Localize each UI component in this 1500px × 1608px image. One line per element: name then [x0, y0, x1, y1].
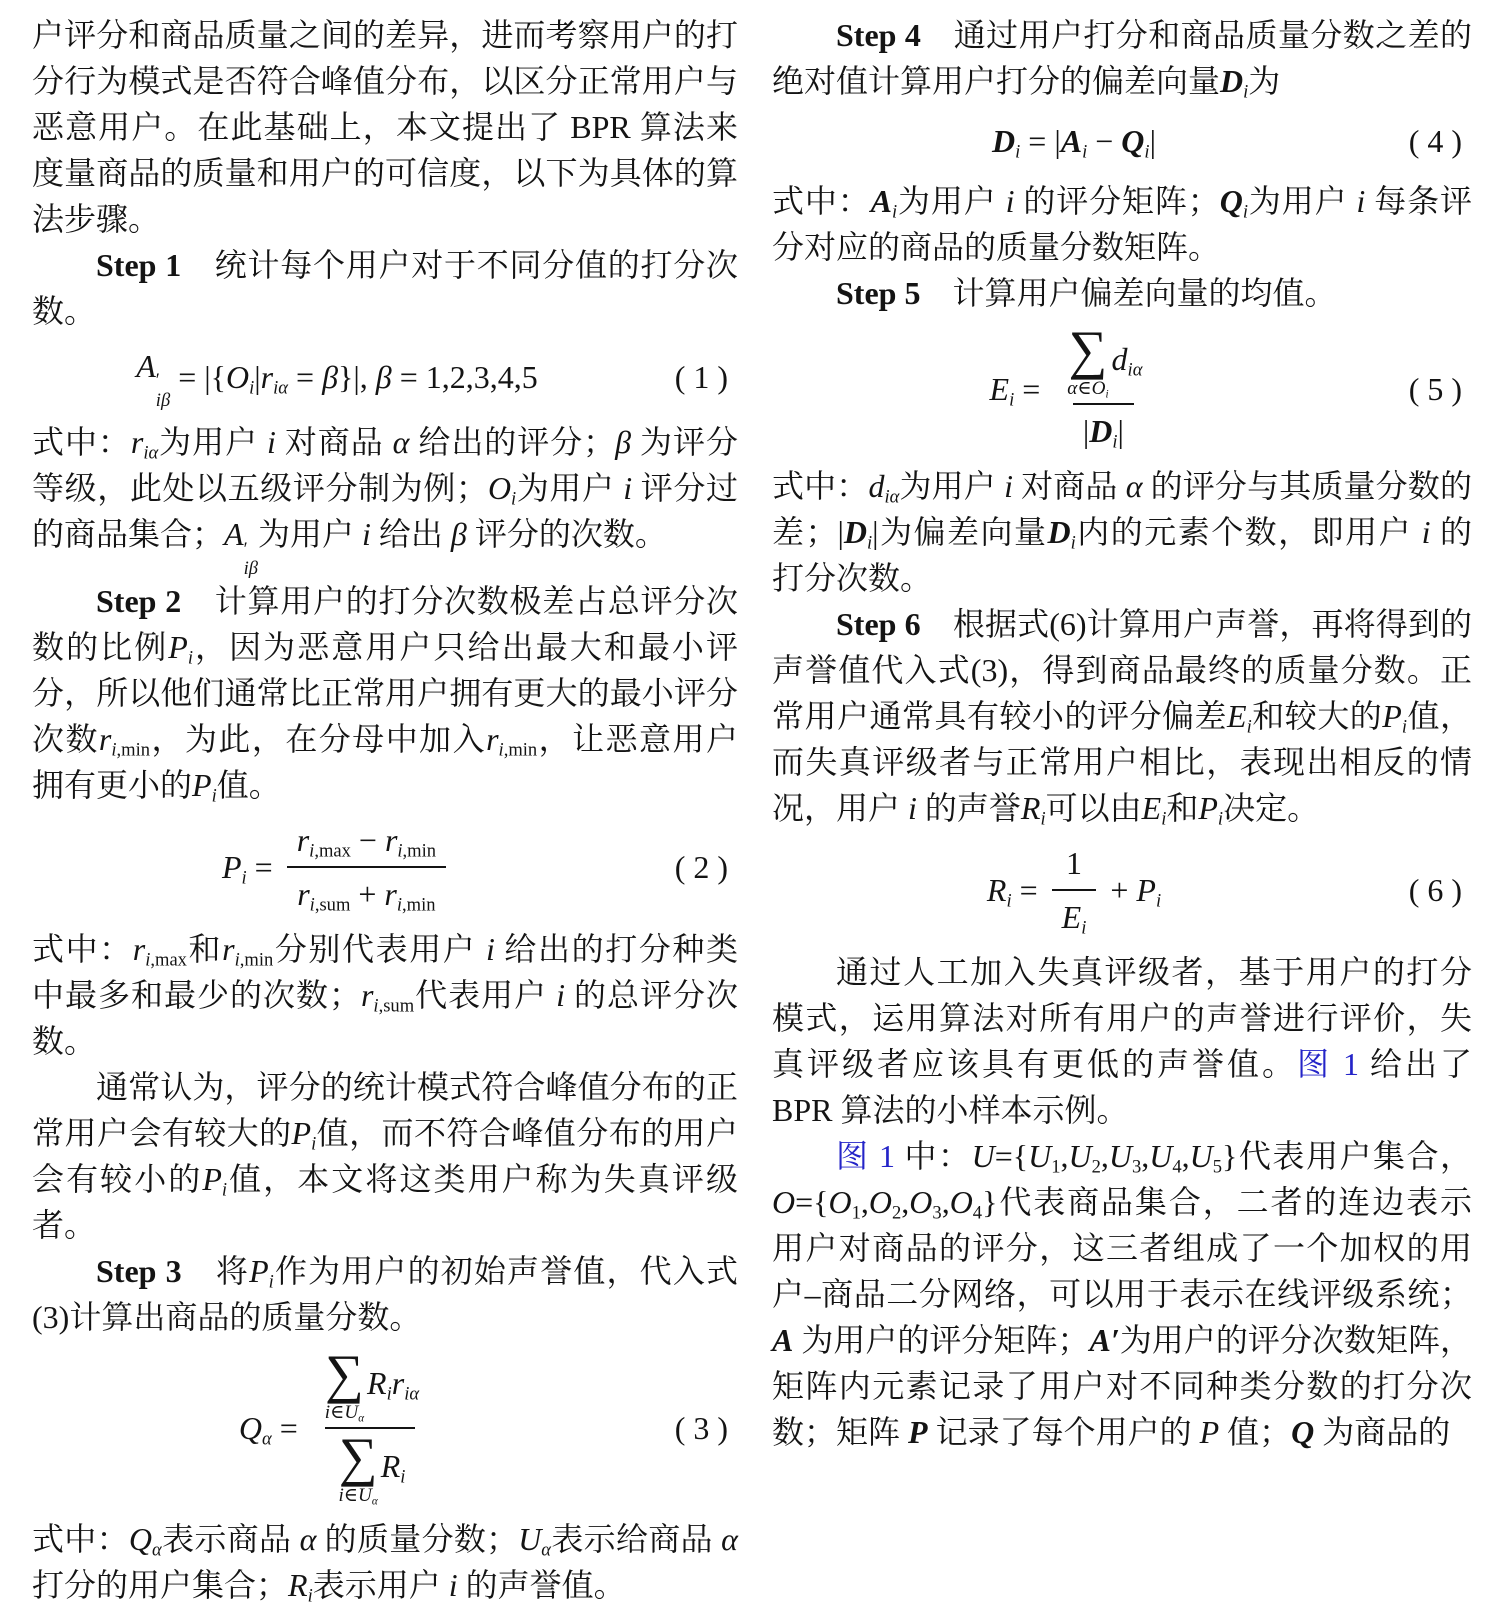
paragraph-step-2: Step 2 计算用户的打分次数极差占总评分次数的比例$P_i$，因为恶意用户只给出最大和最小评分，所以他们通常比正常用户拥有更大的最小评分次数$r_{i,min}$，为此，在分母中加入$r_{i,min}$，让恶意用户拥有更小的$P_i$值。 — [32, 583, 738, 808]
paragraph-step-1: Step 1 统计每个用户对于不同分值的打分次数。 — [32, 247, 738, 329]
equation-4 — [772, 113, 1472, 169]
equation-body: A ′ iβ = |{ $O_i$ | $r_{i\alpha}$ = β }|, β = 1,2,3,4,5 — [136, 348, 538, 411]
equation-body: $P_i$ = $\frac{r_{i,max} - r_{i,min}}{r_{i,sum} + r_{i,min}}$ — [222, 817, 452, 917]
equation-body: $Q_\alpha$ = ∑ $i\in U_\alpha$ $R_ir_{i\alpha}$ ∑ $i\in U_\alpha$ $R_i$ — [238, 1344, 420, 1508]
paragraph-manual-distorted: 通过人工加入失真评级者，基于用户的打分模式，运用算法对所有用户的声誉进行评价，失真评级者应该具有更低的声誉值。图 1 给出了 BPR 算法的小样本示例。 — [772, 953, 1472, 1128]
figure-1-link[interactable]: 图 1 — [1296, 1045, 1359, 1082]
right-column — [772, 12, 1472, 1450]
paragraph-figure-1-description: 图 1 中：$U=\{U_1,U_2,U_3,U_4,U_5\}$代表用户集合，$O=\{O_1,O_2,O_3,O_4\}$代表商品集合，二者的连边表示用户对商品的评分，这三者组成了一个加权的用户–商品二分网络，可以用于表示在线评级系统；A 为用户的评分矩阵；A′为用户的评分次数矩阵，矩阵内元素记录了用户对不同种类分数的打分次数；矩阵 P 记录了每个用户的 P 值；Q 为商品的 — [772, 1137, 1472, 1450]
equation-number: ( 5 ) — [1408, 371, 1462, 408]
equation-2 — [32, 817, 738, 917]
paragraph-intro: 户评分和商品质量之间的差异，进而考察用户的打分行为模式是否符合峰值分布，以区分正常用户与恶意用户。在此基础上，本文提出了 BPR 算法来度量商品的质量和用户的可信度，以下为具体的算法步骤。 — [32, 17, 738, 237]
equation-number: ( 3 ) — [674, 1410, 728, 1447]
paragraph-eq4-notes: 式中：$A_i$为用户 i 的评分矩阵；$Q_i$为用户 i 每条评分对应的商品的质量分数矩阵。 — [772, 183, 1472, 265]
equation-5 — [772, 320, 1472, 454]
equation-3 — [32, 1344, 738, 1508]
equation-number: ( 2 ) — [674, 849, 728, 886]
paragraph-eq2-notes: 式中：$r_{i,max}$和$r_{i,min}$分别代表用户 i 给出的打分种类中最多和最少的次数；$r_{i,sum}$代表用户 i 的总评分次数。 — [32, 931, 738, 1060]
paragraph-step-4: Step 4 通过用户打分和商品质量分数之差的绝对值计算用户打分的偏差向量$D_i$为 — [772, 17, 1472, 103]
equation-body: $E_i$ = ∑ $\alpha\in O_i$ $d_{i\alpha}$ $|D_i|$ — [989, 320, 1143, 453]
equation-6 — [772, 840, 1472, 940]
paragraph-eq3-notes: 式中：$Q_\alpha$表示商品 α 的质量分数；$U_\alpha$表示给商品 α 打分的用户集合；$R_i$表示用户 i 的声誉值。 — [32, 1520, 738, 1607]
equation-number: ( 4 ) — [1408, 123, 1462, 159]
left-column — [32, 12, 738, 1607]
paragraph-step-3: Step 3 将$P_i$作为用户的初始声誉值，代入式(3)计算出商品的质量分数。 — [32, 1253, 738, 1336]
paragraph-eq1-notes: 式中：$r_{i\alpha}$为用户 i 对商品 α 给出的评分；β 为评分等级，此处以五级评分制为例；$O_i$为用户 i 评分过的商品集合；A ′ iβ 为用户 i 给出 β 评分的次数。 — [32, 424, 738, 579]
paragraph-peak-distribution: 通常认为，评分的统计模式符合峰值分布的正常用户会有较大的$P_i$值，而不符合峰值分布的用户会有较小的$P_i$值，本文将这类用户称为失真评级者。 — [32, 1069, 738, 1244]
equation-number: ( 6 ) — [1408, 871, 1462, 908]
equation-body: $R_i$ = $\frac{1}{E_i}$ + $P_i$ — [986, 844, 1162, 939]
figure-1-link[interactable]: 图 1 — [836, 1137, 896, 1174]
equation-body: $D_i$ = | $A_i$ − $Q_i$ | — [992, 123, 1156, 163]
paragraph-step-5: Step 5 计算用户偏差向量的均值。 — [836, 275, 1337, 311]
equation-number: ( 1 ) — [674, 358, 728, 395]
equation-1 — [32, 343, 738, 410]
paragraph-step-6: Step 6 根据式(6)计算用户声誉，再将得到的声誉值代入式(3)，得到商品最终的质量分数。正常用户通常具有较小的评分偏差$E_i$和较大的$P_i$值，而失真评级者与正常用户相比，表现出相反的情况，用户 i 的声誉$R_i$可以由$E_i$和$P_i$决定。 — [772, 605, 1472, 830]
paragraph-eq5-notes: 式中：$d_{i\alpha}$为用户 i 对商品 α 的评分与其质量分数的差；$|D_i|$为偏差向量$D_i$内的元素个数，即用户 i 的打分次数。 — [772, 467, 1472, 596]
